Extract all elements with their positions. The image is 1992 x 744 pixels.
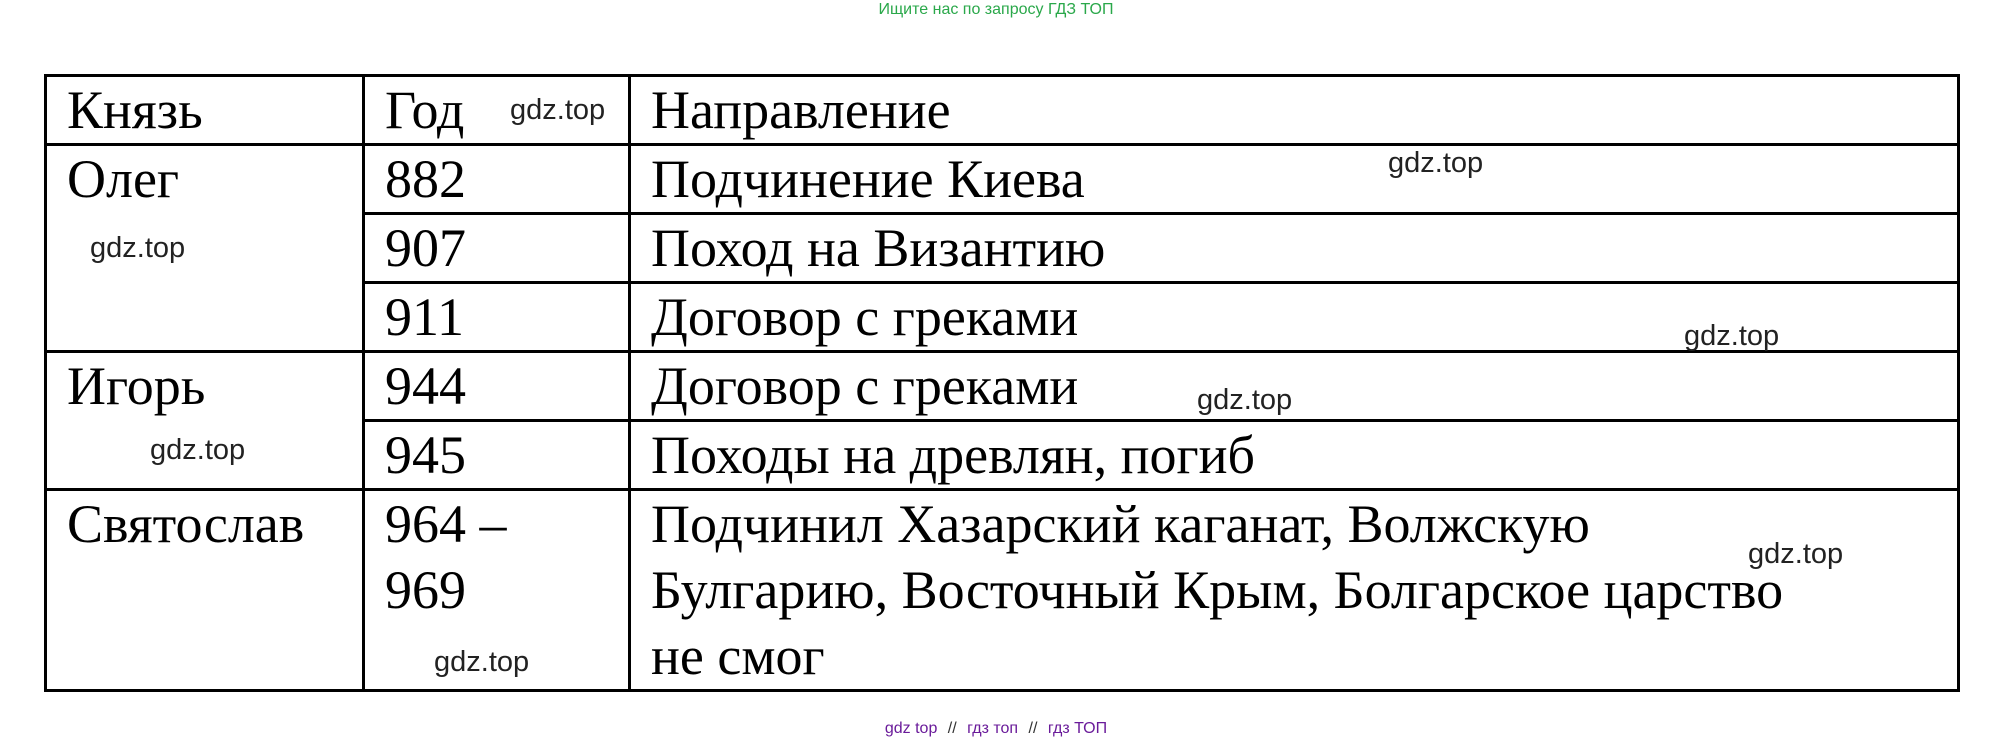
footer-text: gdz top [884,720,938,737]
princes-table [44,74,1960,692]
cell-direction: Поход на Византию [630,214,1959,283]
footer-text: гдз ТОП [1047,720,1108,737]
footer-text: гдз топ [967,720,1019,737]
table-row [46,490,1959,691]
cell-year: 945 [364,421,630,490]
footer-separator: // [1028,720,1038,737]
header-prince: Князь [46,76,364,145]
cell-year: 882 [364,145,630,214]
top-banner: Ищите нас по запросу ГДЗ ТОП [878,1,1114,18]
cell-direction: Подчинение Киева [630,145,1959,214]
watermark: gdz.top [1684,320,1780,352]
direction-line: не смог [651,626,825,686]
cell-year: 944 [364,352,630,421]
cell-direction [630,490,1959,691]
cell-year: 907 [364,214,630,283]
table-header-row [46,76,1959,145]
cell-year: 911 [364,283,630,352]
watermark: gdz.top [90,232,186,264]
year-line: 969 [385,560,466,620]
cell-prince-igor: Игорь [46,352,364,490]
watermark: gdz.top [150,434,246,466]
cell-direction: Договор с греками [630,283,1959,352]
footer-separator: // [947,720,957,737]
direction-line: Подчинил Хазарский каганат, Волжскую [651,494,1590,554]
header-year: Год [364,76,630,145]
watermark: gdz.top [1388,147,1484,179]
cell-prince-svyatoslav: Святослав [46,490,364,691]
watermark: gdz.top [510,94,606,126]
table-row [46,145,1959,214]
watermark: gdz.top [1748,538,1844,570]
header-direction: Направление [630,76,1959,145]
footer-links [0,720,1992,738]
cell-direction: Походы на древлян, погиб [630,421,1959,490]
year-line: 964 – [385,494,507,554]
watermark: gdz.top [434,646,530,678]
cell-prince-oleg: Олег [46,145,364,352]
cell-direction: Договор с греками [630,352,1959,421]
direction-line: Булгарию, Восточный Крым, Болгарское царство [651,560,1784,620]
table-row [46,352,1959,421]
watermark: gdz.top [1197,384,1293,416]
